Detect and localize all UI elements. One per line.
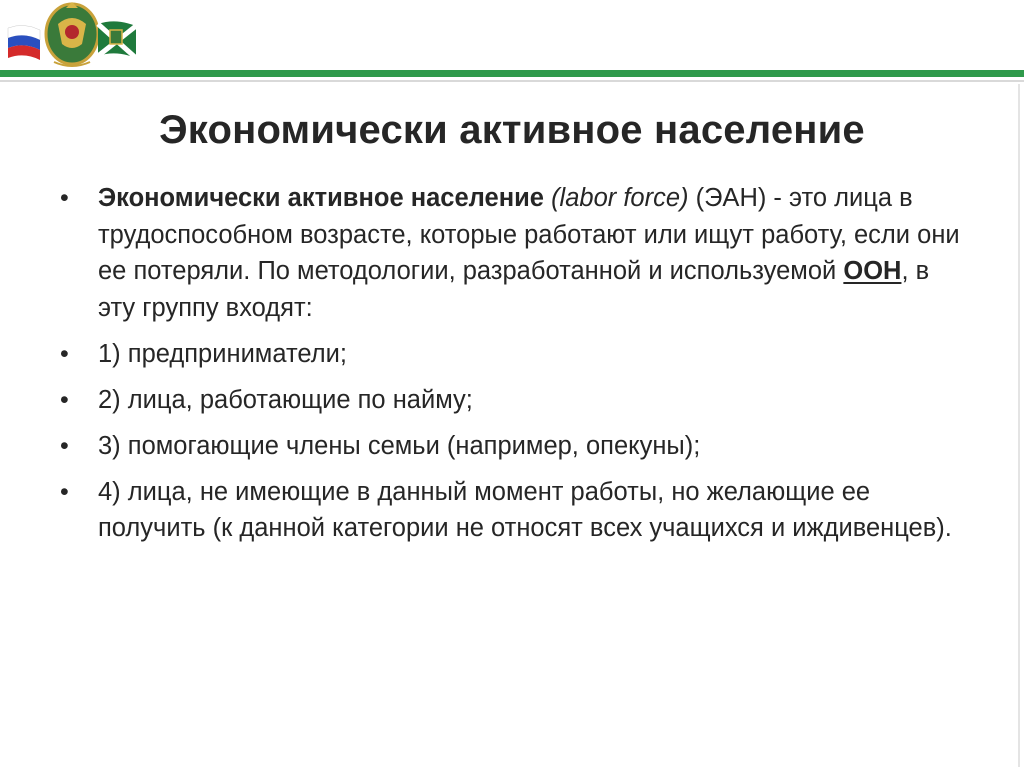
bullet-icon: • (60, 184, 69, 212)
header-gray-rule (0, 80, 1024, 82)
right-edge-line (1018, 84, 1020, 767)
list-item-text: 3) помогающие члены семьи (например, опекуны); (98, 431, 701, 460)
bullet-icon: • (60, 339, 69, 368)
un-link[interactable]: ООН (843, 257, 902, 285)
list-item-text: 4) лица, не имеющие в данный момент работы, но желающие ее получить (к данной категории не относят всех учащихся и иждивенцев). (98, 477, 952, 542)
definition-text: это лица в трудоспособном возрасте, которые работают или ищут работу, если они ее потеряли. По методологии, разработанной и используемой (98, 184, 960, 285)
slide-title: Экономически активное население (159, 108, 865, 152)
term-english: (labor force) (551, 184, 689, 212)
eagle-emblem-icon (46, 2, 98, 64)
bullet-icon: • (60, 431, 69, 460)
list-item (60, 474, 960, 547)
list-item-text: 1) предприниматели; (98, 339, 347, 368)
russian-flag-icon (8, 25, 40, 60)
list-item (60, 336, 960, 373)
customs-emblem-logo (6, 0, 138, 70)
list-item (60, 180, 960, 326)
list-item-text: 2) лица, работающие по найму; (98, 385, 473, 414)
term-text: Экономически активное население (98, 184, 544, 212)
bullet-icon: • (60, 477, 69, 506)
bullet-list (60, 180, 960, 556)
list-item (60, 382, 960, 419)
definition-tail: , в эту группу входят: (98, 257, 930, 322)
customs-flag-icon (98, 21, 136, 58)
term-abbreviation: (ЭАН) - (688, 184, 790, 212)
list-item (60, 428, 960, 465)
header-green-rule (0, 70, 1024, 77)
bullet-icon: • (60, 385, 69, 414)
